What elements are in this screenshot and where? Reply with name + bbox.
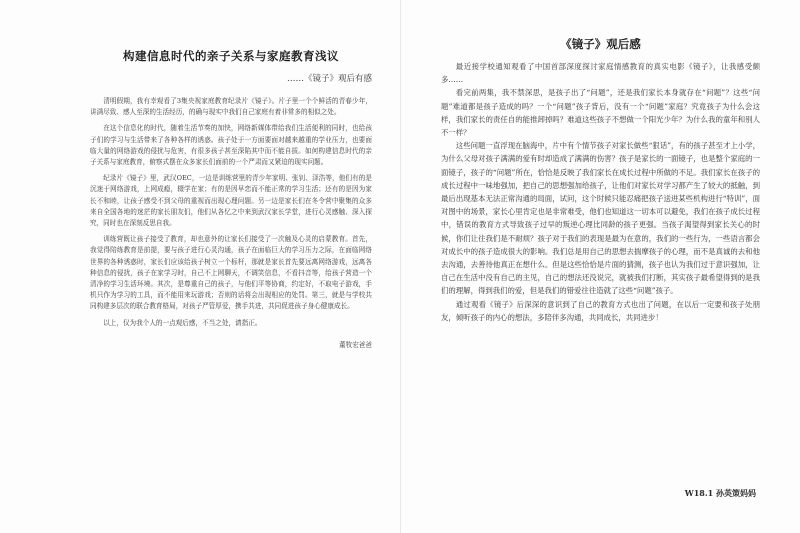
right-paragraph: 看完前两集，我不禁深思，是孩子出了“问题”，还是我们家长本身就存在“问题”？这些“问题”难道都是孩子造成的吗？一个“问题”孩子背后，没有一个“问题”家庭？究竟孩子为什么会这样，我们家长的责任自的能推卸掉吗？难道这些孩子不想做一个阳光少年？为什么我的童年和别人不一样？ — [441, 88, 760, 138]
right-paragraph: 最近接学校通知观看了中国首部深度探讨家庭情感教育的真实电影《镜子》，让我感受颇多…… — [441, 62, 760, 85]
right-paragraph: 通过观看《镜子》后深深的意识到了自己的教育方式也出了问题，在以后一定要和孩子处朋友，倾听孩子的内心的想法，多陪伴多沟通，共同成长，共同进步！ — [441, 299, 760, 322]
left-signature: 董牧宏爸爸 — [339, 340, 372, 349]
right-paragraph: 这些问题一直浮现在脑海中，片中有个情节孩子对家长做些“狠话”，有的孩子甚至才上小学，为什么父母对孩子满满的爱有时却造成了满满的伤害？孩子是家长的一面镜子，也是整个家庭的一面镜子，孩子的“问题”所在，恰恰是反映了我们家长在成长过程中所做的不足。我们家长在孩子的成长过程中一味地强加，把自己的思想强加给孩子，让他们对家长对学习都产生了较大的抵触，到最后出现基本无法正常沟通的局面，试问，这个时候只能忍痛把孩子送进某些机构进行“特训”，面对图中的场景，家长心里肯定也是非常难受，他们也知道这一切本可以避免，我们在孩子成长过程中，错误的教育方式导致孩子过早的叛逆心理比同龄的孩子更强。当孩子渴望得到家长关心的时候，你们让往我们是不耐烦？孩子对于我们的表现是最为在意的，我们的一些行为，一些语言都会对成长中的孩子造成很大的影响。我们总是用自己的思想去揣摩孩子的心理，而不是真诚的去和他去沟通，去善待他真正在想什么。但是这些恰恰是片面的猜测，孩子也认为我们过于意识强加，让自己在生活中没有自己的主见，自己的想法还没说完，就被我们打断，其实孩子最希望得到的是我们的理解，得到我们的爱，但是我们的错爱往往造就了这些“问题”孩子。 — [441, 141, 760, 296]
left-paragraph: 训练营既让孩子接受了教育，却也意外的让家长们接受了一次触及心灵的启蒙教育。首先，我觉得陪练教育是前提，要与孩子进行心灵沟通，孩子在面临巨大的学习压力之际，在面临网络世界的各种诱惑时，家长们应该给孩子树立一个标杆，那就是家长首先要远离网络游戏，远离各种信息的侵扰，孩子在家学习时，自己不上网聊天，不调笑信息，不看抖音等，给孩子营造一个清净的学习生活环境。其次，是尊重自己的孩子，与他们平等协商，约定好，不取电子游戏，手机只作为学习的工具，而不能用来玩游戏；否则的话将会出现相应的处罚。第三，就是与学校共同构建多层次的联合教育格局，对孩子严管厚爱，携手共进，共同促进孩子身心健康成长。 — [90, 235, 372, 311]
right-signature: W18.1 孙英策妈妈 — [684, 488, 756, 498]
left-closing: 以上，仅为我个人的一点观后感，不当之处，请指正。 — [103, 318, 262, 327]
right-page — [400, 0, 800, 533]
left-paragraph: 在这个信息化的时代，随着生活节奏的加快，网络新媒体带给我们生活便利的同时，也给孩子们的学习与生活带来了各种各样的诱惑。孩子处于一方面要面对越来越重的学业压力，也要面临大量的网络游戏的侵扰与危害，有很多孩子甚至深陷其中而不能自拔。如何构建信息时代的亲子关系与家庭教育，俯察式摆在众多家长们面前的一个严肃而又紧迫的现实问题。 — [90, 124, 372, 167]
left-paragraph: 纪录片《镜子》里，武汉OEC，一边是训练营里的青少年家明、张钊、泽浩等，他们有的是沉迷于网络游戏，上网成瘾，辍学在家；有的是因早恋而不能正常的学习生活；还有的是因为家长不和睦，让孩子感受不到父母的重视而出现心理问题。另一边是家长们在冬令营中聚集的众多来自全国各地的迷茫的家长朋友们，他们从各忆之中来到武汉家长学堂，进行心灵感触、深入探究，同时也在深刻反思自我。 — [90, 174, 372, 228]
left-paragraph: 清明假期，我有幸观看了3集央视家庭教育纪录片《镜子》。片子里一个个鲜活的青春少年，讲满尽致、感人至深的生活经历，的确与现实中我们自己家庭有着非常多的相似之处。 — [90, 97, 372, 117]
right-page-title: 《镜子》观后感 — [560, 37, 641, 51]
left-page-subtitle: ……《镜子》观后有感 — [286, 74, 372, 84]
left-page-title: 构建信息时代的亲子关系与家庭教育浅议 — [123, 49, 339, 63]
